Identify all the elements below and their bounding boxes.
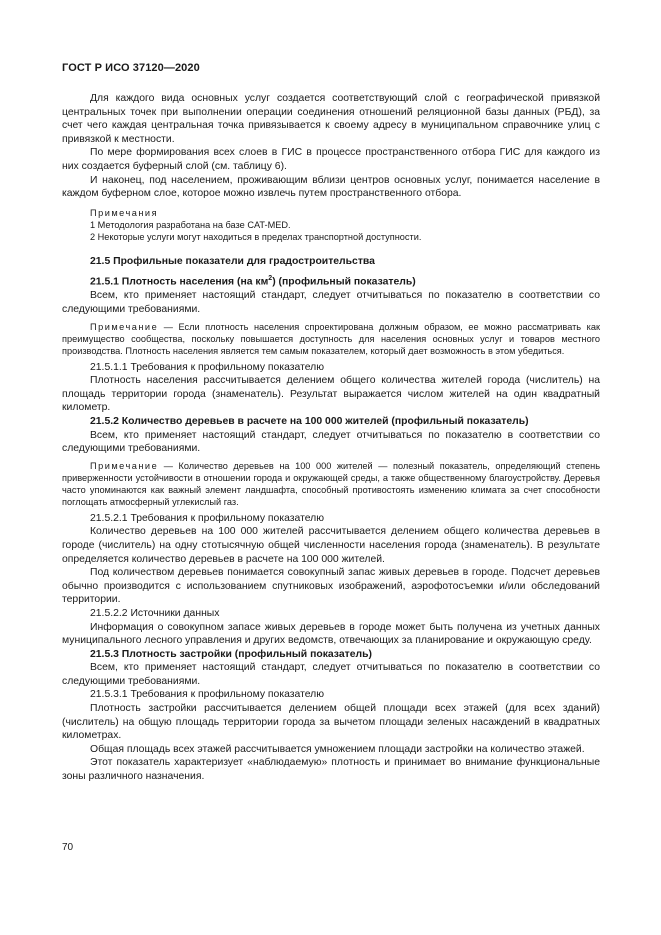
heading-21-5-1-superscript: 2: [268, 275, 273, 283]
notes-title: Примечания: [90, 207, 159, 218]
paragraph-3: И наконец, под населением, проживающим вблизи центров основных услуг, понимается население в каждом буферном слое, которое можно извлечь путем пространственного отбора.: [62, 174, 600, 200]
paragraph-21-5-2-1b: Под количеством деревьев понимается совокупный запас живых деревьев в городе. Подсчет деревьев обычно производится с использованием спутниковых изображений, аэрофотосъемки и/или обследований территории.: [62, 567, 600, 606]
note-item-2: 2 Некоторые услуги могут находиться в пределах транспортной доступности.: [90, 231, 422, 242]
paragraph-21-5-2-2: Информация о совокупном запасе живых деревьев в городе может быть получена из учетных данных муниципального лесного управления и других ведомств, отвечающих за планирование и окружающую среду.: [62, 621, 600, 647]
subheading-21-5-3-1: 21.5.3.1 Требования к профильному показателю: [90, 689, 325, 701]
paragraph-21-5-2-intro: Всем, кто применяет настоящий стандарт, следует отчитываться по показателю в соответствии со следующими требованиями.: [62, 429, 600, 455]
paragraph-21-5-3-1a: Плотность застройки рассчитывается делением общей площади всех этажей (для всех зданий) (числитель) на общую площадь территории города за вычетом площади зеленых насаждений в квадратных километрах.: [62, 703, 600, 742]
note-21-5-1-label: Примечание: [90, 321, 159, 332]
section-heading-21-5: 21.5 Профильные показатели для градостроительства: [90, 255, 375, 267]
note-21-5-1: [62, 321, 600, 357]
paragraph-21-5-3-intro: Всем, кто применяет настоящий стандарт, следует отчитываться по показателю в соответствии со следующими требованиями.: [62, 662, 600, 687]
page-number: 70: [62, 842, 74, 853]
page-body: [62, 92, 600, 784]
section-heading-21-5-1: [62, 272, 600, 289]
subheading-21-5-2-1: 21.5.2.1 Требования к профильному показателю: [90, 512, 325, 524]
paragraph-21-5-1-1: Плотность населения рассчитывается делением общего количества жителей города (числитель) на площадь территории города (знаменатель). Результат выражается числом жителей на один квадратный километр.: [62, 375, 600, 414]
subheading-21-5-2-2: 21.5.2.2 Источники данных: [90, 607, 220, 619]
document-code-header: ГОСТ Р ИСО 37120—2020: [62, 62, 200, 74]
paragraph-21-5-2-1a: Количество деревьев на 100 000 жителей рассчитывается делением общего количества деревьев в городе (числитель) на одну стотысячную общей численности населения города (знаменатель). В результате определяется количество деревьев в расчете на 100 000 жителей.: [62, 526, 600, 565]
heading-21-5-1-prefix: 21.5.1 Плотность населения (на км: [90, 276, 269, 288]
section-heading-21-5-3: 21.5.3 Плотность застройки (профильный показатель): [90, 648, 372, 660]
paragraph-2: По мере формирования всех слоев в ГИС в процессе пространственного отбора ГИС для каждого из них создается буферный слой (см. таблицу 6).: [62, 147, 600, 172]
note-21-5-1-text: — Если плотность населения спроектирована должным образом, ее можно рассматривать как преимущество сообщества, поскольку повышается доступность для населения основных услуг и товаров местного производства. Плотность населения является тем самым показателем, который дает возможность в этом убедиться.: [62, 321, 600, 356]
note-21-5-2: [62, 460, 600, 508]
subheading-21-5-1-1: 21.5.1.1 Требования к профильному показателю: [90, 361, 325, 373]
heading-21-5-1-suffix: ) (профильный показатель): [272, 276, 416, 288]
note-21-5-2-text: — Количество деревьев на 100 000 жителей — полезный показатель, определяющий степень приверженности устойчивости в отношении города и окружающей среды, а также общественному благоустройству. Деревья часто упоминаются как важный элемент ландшафта, способный противостоять изменению климата за счет способности поглощать атмосферный углекислый газ.: [62, 460, 600, 507]
paragraph-21-5-3-1b: Общая площадь всех этажей рассчитывается умножением площади застройки на количество этажей.: [90, 743, 585, 755]
note-21-5-2-label: Примечание: [90, 460, 159, 471]
section-heading-21-5-2: 21.5.2 Количество деревьев в расчете на 100 000 жителей (профильный показатель): [90, 415, 529, 427]
note-item-1: 1 Методология разработана на базе CAT-MED.: [90, 219, 291, 230]
paragraph-1: Для каждого вида основных услуг создается соответствующий слой с географической привязкой центральных точек при выполнении операции соединения отношений реляционной базы данных (РБД), за счет чего каждая центральная точка привязывается к своему адресу в муниципальном справочнике улиц с привязкой к местности.: [62, 93, 600, 145]
paragraph-21-5-1-intro: Всем, кто применяет настоящий стандарт, следует отчитываться по показателю в соответствии со следующими требованиями.: [62, 290, 600, 315]
paragraph-21-5-3-1c: Этот показатель характеризует «наблюдаемую» плотность и принимает во внимание функциональные зоны различного назначения.: [62, 757, 600, 783]
